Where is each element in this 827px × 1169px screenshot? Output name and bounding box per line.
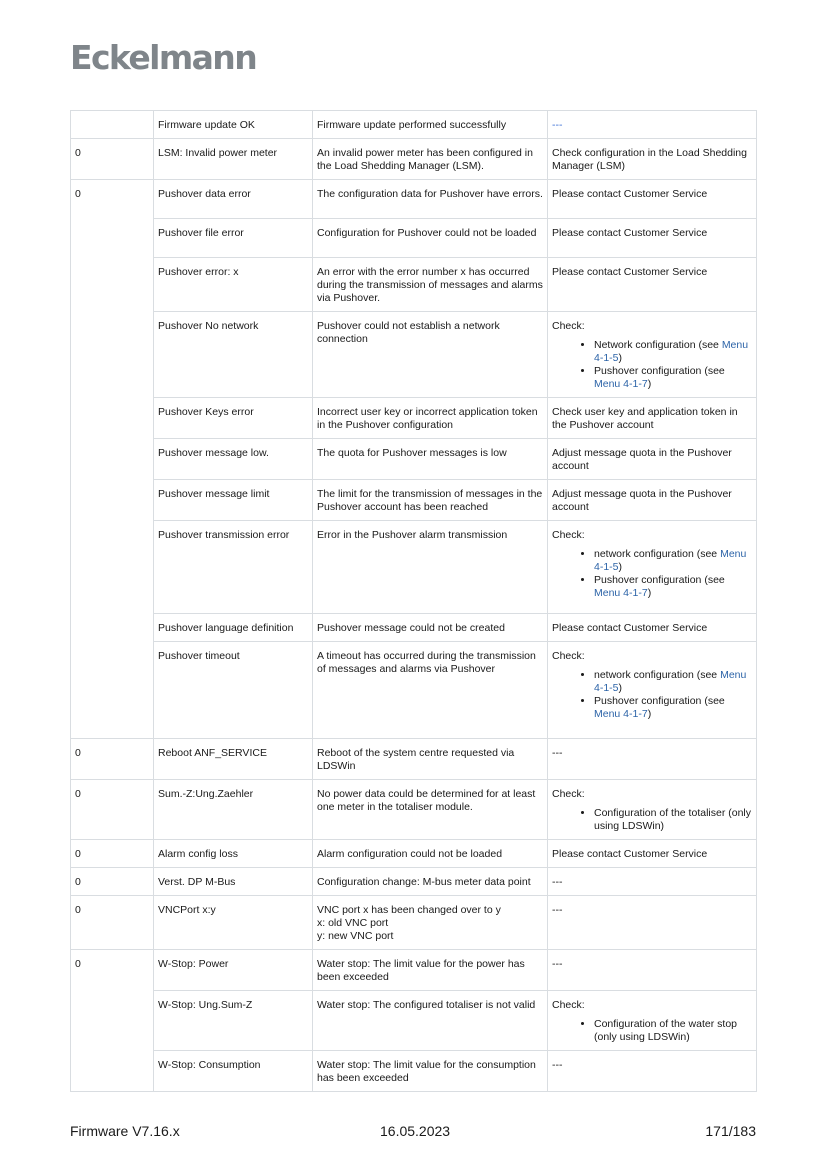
message-text: Pushover error: x xyxy=(158,266,239,278)
remedy-cell xyxy=(548,1051,757,1092)
description-line: Alarm configuration could not be loaded xyxy=(317,848,503,860)
description-cell xyxy=(313,139,548,180)
remedy-cell xyxy=(548,991,757,1051)
table-row xyxy=(71,398,757,439)
check-list xyxy=(552,339,752,391)
description-cell xyxy=(313,312,548,398)
remedy-text: Please contact Customer Service xyxy=(552,266,708,278)
description-cell xyxy=(313,398,548,439)
remedy-cell xyxy=(548,868,757,896)
description-line: Water stop: The configured totaliser is not valid xyxy=(317,999,536,1011)
menu-link[interactable]: Menu 4-1-5 xyxy=(594,548,747,573)
check-item-text: Configuration of the totaliser (only using LDSWin) xyxy=(594,807,752,832)
error-id-cell xyxy=(71,180,154,739)
message-cell xyxy=(154,950,313,991)
check-list xyxy=(552,807,752,833)
description-line: A timeout has occurred during the transmission of messages and alarms via Pushover xyxy=(317,650,536,675)
check-item-end: ) xyxy=(618,352,623,364)
check-list xyxy=(552,669,752,721)
remedy-link[interactable]: --- xyxy=(552,119,563,131)
error-id: 0 xyxy=(75,904,81,916)
description-cell xyxy=(313,739,548,780)
description-cell xyxy=(313,180,548,219)
check-item-end: ) xyxy=(618,682,623,694)
check-list-item xyxy=(594,548,752,574)
table-body xyxy=(71,111,757,1092)
description-line: The quota for Pushover messages is low xyxy=(317,447,507,459)
error-id: 0 xyxy=(75,876,81,888)
check-item-text: Pushover configuration (see xyxy=(594,695,725,707)
error-id: 0 xyxy=(75,788,81,800)
check-item-text: network configuration (see xyxy=(594,669,721,681)
remedy-cell xyxy=(548,139,757,180)
footer-page-number: 171/183 xyxy=(705,1123,756,1139)
error-id: 0 xyxy=(75,848,81,860)
check-label: Check: xyxy=(552,529,585,541)
remedy-cell xyxy=(548,180,757,219)
message-text: Pushover message limit xyxy=(158,488,270,500)
remedy-text: Check user key and application token in the Pushover account xyxy=(552,406,738,431)
check-label: Check: xyxy=(552,788,585,800)
remedy-cell xyxy=(548,480,757,521)
remedy-text: Please contact Customer Service xyxy=(552,622,708,634)
description-line: An invalid power meter has been configured in the Load Shedding Manager (LSM). xyxy=(317,147,533,172)
message-cell xyxy=(154,180,313,219)
message-cell xyxy=(154,439,313,480)
message-cell xyxy=(154,739,313,780)
logo: Eckelmann xyxy=(70,38,257,77)
message-text: Sum.-Z:Ung.Zaehler xyxy=(158,788,254,800)
description-line: The configuration data for Pushover have errors. xyxy=(317,188,543,200)
table-row xyxy=(71,139,757,180)
message-cell xyxy=(154,111,313,139)
remedy-text: --- xyxy=(552,958,563,970)
description-line: Incorrect user key or incorrect application token in the Pushover configuration xyxy=(317,406,538,431)
remedy-cell xyxy=(548,642,757,739)
message-cell xyxy=(154,139,313,180)
remedy-text: Please contact Customer Service xyxy=(552,188,708,200)
description-line: An error with the error number x has occurred during the transmission of messages and alarms via Pushover. xyxy=(317,266,543,304)
description-cell xyxy=(313,111,548,139)
footer-version: Firmware V7.16.x xyxy=(70,1123,180,1139)
check-list-item xyxy=(594,1018,752,1044)
description-line: x: old VNC port xyxy=(317,917,389,929)
menu-link[interactable]: Menu 4-1-7 xyxy=(594,708,648,720)
error-id: 0 xyxy=(75,188,81,200)
table-row xyxy=(71,780,757,840)
remedy-cell xyxy=(548,840,757,868)
check-list-item xyxy=(594,339,752,365)
message-text: W-Stop: Ung.Sum-Z xyxy=(158,999,253,1011)
check-list xyxy=(552,548,752,600)
table-row xyxy=(71,258,757,312)
message-text: Pushover message low. xyxy=(158,447,269,459)
remedy-text: Adjust message quota in the Pushover account xyxy=(552,447,732,472)
message-cell xyxy=(154,868,313,896)
description-line: Error in the Pushover alarm transmission xyxy=(317,529,508,541)
menu-link[interactable]: Menu 4-1-5 xyxy=(594,669,747,694)
menu-link[interactable]: Menu 4-1-7 xyxy=(594,378,648,390)
error-id-cell xyxy=(71,780,154,840)
remedy-text: Please contact Customer Service xyxy=(552,848,708,860)
check-item-end: ) xyxy=(647,708,652,720)
footer-date: 16.05.2023 xyxy=(380,1123,451,1139)
description-cell xyxy=(313,614,548,642)
check-item-text: Configuration of the water stop (only using LDSWin) xyxy=(594,1018,738,1043)
description-line: y: new VNC port xyxy=(317,930,394,942)
check-list-item xyxy=(594,695,752,721)
message-cell xyxy=(154,840,313,868)
table-row xyxy=(71,439,757,480)
message-cell xyxy=(154,521,313,614)
description-line: Pushover message could not be created xyxy=(317,622,505,634)
remedy-text: Check configuration in the Load Shedding Manager (LSM) xyxy=(552,147,747,172)
check-list-item xyxy=(594,807,752,833)
error-id-cell xyxy=(71,139,154,180)
message-text: Pushover data error xyxy=(158,188,251,200)
description-cell xyxy=(313,439,548,480)
remedy-cell xyxy=(548,111,757,139)
table-row xyxy=(71,1051,757,1092)
remedy-cell xyxy=(548,219,757,258)
error-id-cell xyxy=(71,868,154,896)
check-item-end: ) xyxy=(618,561,623,573)
check-list-item xyxy=(594,365,752,391)
message-text: Alarm config loss xyxy=(158,848,238,860)
message-cell xyxy=(154,991,313,1051)
message-text: W-Stop: Power xyxy=(158,958,229,970)
table-row xyxy=(71,642,757,739)
message-cell xyxy=(154,780,313,840)
table-row xyxy=(71,521,757,614)
remedy-text: Please contact Customer Service xyxy=(552,227,708,239)
remedy-text: --- xyxy=(552,747,563,759)
description-cell xyxy=(313,950,548,991)
remedy-cell xyxy=(548,950,757,991)
message-text: Pushover No network xyxy=(158,320,259,332)
message-cell xyxy=(154,1051,313,1092)
table-row xyxy=(71,312,757,398)
table-row xyxy=(71,614,757,642)
description-line: Reboot of the system centre requested via LDSWin xyxy=(317,747,515,772)
error-id-cell xyxy=(71,739,154,780)
table-row xyxy=(71,950,757,991)
description-line: No power data could be determined for at least one meter in the totaliser module. xyxy=(317,788,536,813)
table-row xyxy=(71,840,757,868)
error-id: 0 xyxy=(75,747,81,759)
remedy-cell xyxy=(548,896,757,950)
remedy-cell xyxy=(548,312,757,398)
error-id: 0 xyxy=(75,958,81,970)
check-label: Check: xyxy=(552,320,585,332)
description-cell xyxy=(313,991,548,1051)
table-row xyxy=(71,739,757,780)
description-cell xyxy=(313,642,548,739)
check-item-text: Pushover configuration (see xyxy=(594,574,725,586)
menu-link[interactable]: Menu 4-1-5 xyxy=(594,339,749,364)
description-cell xyxy=(313,896,548,950)
table-row xyxy=(71,111,757,139)
description-cell xyxy=(313,1051,548,1092)
description-cell xyxy=(313,480,548,521)
remedy-cell xyxy=(548,258,757,312)
check-item-text: Network configuration (see xyxy=(594,339,722,351)
menu-link[interactable]: Menu 4-1-7 xyxy=(594,587,648,599)
remedy-cell xyxy=(548,398,757,439)
description-cell xyxy=(313,219,548,258)
remedy-cell xyxy=(548,780,757,840)
description-line: Water stop: The limit value for the consumption has been exceeded xyxy=(317,1059,536,1084)
check-list-item xyxy=(594,669,752,695)
message-text: W-Stop: Consumption xyxy=(158,1059,261,1071)
description-cell xyxy=(313,780,548,840)
check-item-text: Pushover configuration (see xyxy=(594,365,725,377)
message-text: Pushover language definition xyxy=(158,622,294,634)
message-cell xyxy=(154,480,313,521)
message-text: VNCPort x:y xyxy=(158,904,216,916)
check-label: Check: xyxy=(552,999,585,1011)
error-id-cell xyxy=(71,111,154,139)
remedy-cell xyxy=(548,739,757,780)
message-cell xyxy=(154,614,313,642)
message-text: Pushover transmission error xyxy=(158,529,290,541)
table-row xyxy=(71,868,757,896)
check-item-text: network configuration (see xyxy=(594,548,721,560)
remedy-cell xyxy=(548,521,757,614)
message-text: Firmware update OK xyxy=(158,119,255,131)
error-message-table xyxy=(70,110,757,1092)
description-line: The limit for the transmission of messages in the Pushover account has been reached xyxy=(317,488,543,513)
description-cell xyxy=(313,868,548,896)
check-item-end: ) xyxy=(647,587,652,599)
message-cell xyxy=(154,398,313,439)
message-text: Pushover Keys error xyxy=(158,406,254,418)
remedy-cell xyxy=(548,614,757,642)
description-line: Configuration for Pushover could not be loaded xyxy=(317,227,537,239)
message-text: Pushover file error xyxy=(158,227,244,239)
remedy-text: --- xyxy=(552,876,563,888)
message-text: Verst. DP M-Bus xyxy=(158,876,236,888)
message-text: Reboot ANF_SERVICE xyxy=(158,747,267,759)
table-row xyxy=(71,896,757,950)
description-cell xyxy=(313,258,548,312)
message-cell xyxy=(154,312,313,398)
error-id: 0 xyxy=(75,147,81,159)
remedy-text: --- xyxy=(552,904,563,916)
check-list-item xyxy=(594,574,752,600)
description-cell xyxy=(313,521,548,614)
error-id-cell xyxy=(71,896,154,950)
check-list xyxy=(552,1018,752,1044)
description-line: Pushover could not establish a network connection xyxy=(317,320,500,345)
description-line: Water stop: The limit value for the power has been exceeded xyxy=(317,958,525,983)
error-id-cell xyxy=(71,950,154,1092)
description-line: Firmware update performed successfully xyxy=(317,119,507,131)
message-text: LSM: Invalid power meter xyxy=(158,147,278,159)
message-text: Pushover timeout xyxy=(158,650,240,662)
remedy-text: --- xyxy=(552,1059,563,1071)
check-label: Check: xyxy=(552,650,585,662)
description-line: Configuration change: M-bus meter data point xyxy=(317,876,531,888)
message-cell xyxy=(154,896,313,950)
table-row xyxy=(71,219,757,258)
remedy-cell xyxy=(548,439,757,480)
message-cell xyxy=(154,258,313,312)
check-item-end: ) xyxy=(647,378,652,390)
table-row xyxy=(71,991,757,1051)
description-line: VNC port x has been changed over to y xyxy=(317,904,501,916)
message-cell xyxy=(154,219,313,258)
description-cell xyxy=(313,840,548,868)
table-row xyxy=(71,180,757,219)
remedy-text: Adjust message quota in the Pushover account xyxy=(552,488,732,513)
message-cell xyxy=(154,642,313,739)
table-row xyxy=(71,480,757,521)
error-id-cell xyxy=(71,840,154,868)
